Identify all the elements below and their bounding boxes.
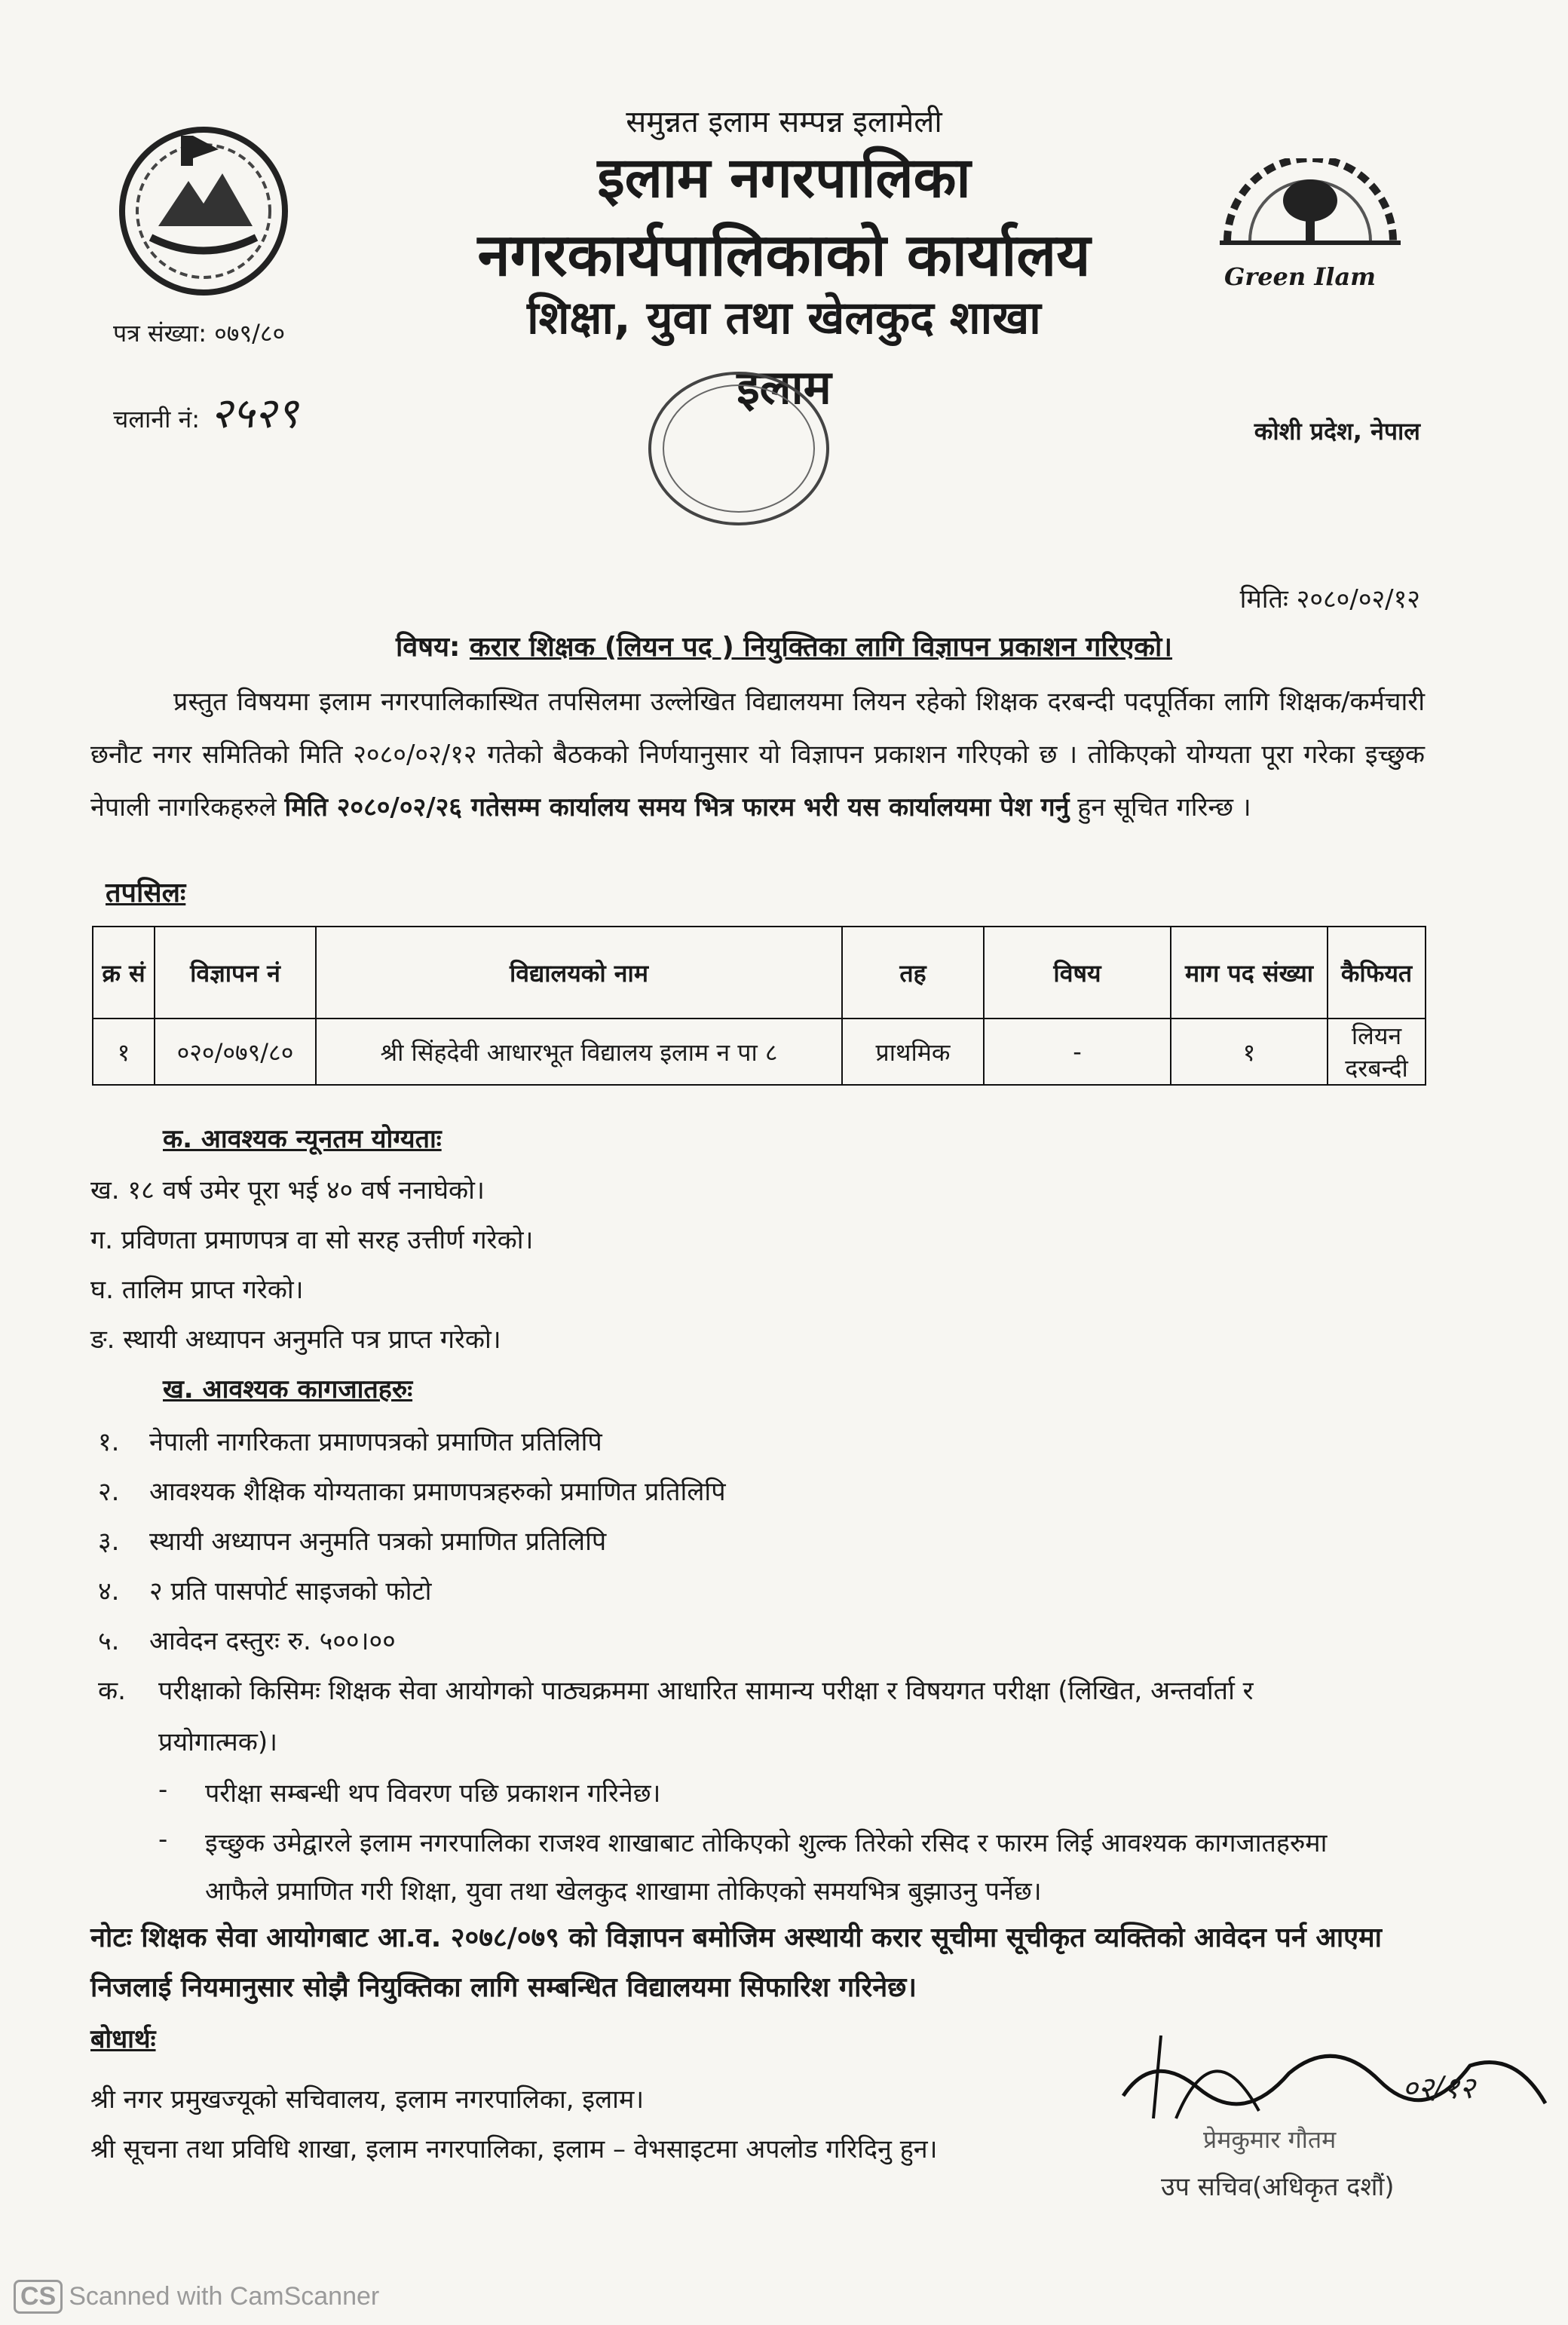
details-heading: तपसिलः [106, 878, 186, 908]
qualification-item: ङ. स्थायी अध्यापन अनुमति पत्र प्राप्त गरेको। [90, 1325, 501, 1355]
col-posts: माग पद संख्या [1171, 927, 1328, 1019]
body-text: प्रस्तुत विषयमा इलाम नगरपालिकास्थित तपसिलमा उल्लेखित विद्यालयमा लियन रहेको शिक्षक दरबन्दी पदपूर्तिका लागि शिक्षक/कर्मचारी छनौट नगर समितिको मिति २०८०/०२/१२ गतेको बैठकको निर्णयानुसार यो विज्ञापन प्रकाशन गरिएको छ । तोकिएको योग्यता पूरा गरेका इच्छुक नेपाली नागरिकहरुले [90, 687, 1425, 822]
table-row [93, 1019, 1426, 1085]
letter-number: पत्र संख्या: ०७९/८० [113, 319, 286, 348]
exam-bullet-cont: आफैले प्रमाणित गरी शिक्षा, युवा तथा खेलकुद शाखामा तोकिएको समयभित्र बुझाउनु पर्नेछ। [205, 1876, 1042, 1907]
cc-item: श्री नगर प्रमुखज्यूको सचिवालय, इलाम नगरपालिका, इलाम। [90, 2085, 645, 2115]
document-item [98, 1573, 431, 1607]
exam-line2: प्रयोगात्मक)। [158, 1727, 277, 1757]
municipality-name: इलाम नगरपालिका [597, 146, 971, 210]
exam-bullet-dash: - [158, 1775, 168, 1805]
body-deadline: मिति २०८०/०२/२६ गतेसम्म कार्यालय समय भित्र फारम भरी यस कार्यालयमा पेश गर्नु [284, 792, 1070, 822]
note: नोटः शिक्षक सेवा आयोगबाट आ.व. २०७८/०७९ को विज्ञापन बमोजिम अस्थायी करार सूचीमा सूचीकृत व्यक्तिको आवेदन पर्न आएमा निजलाई नियमानुसार सोझै नियुक्तिका लागि सम्बन्धित विद्यालयमा सिफारिश गरिनेछ। [90, 1922, 1382, 2003]
document-text: आवश्यक शैक्षिक योग्यताका प्रमाणपत्रहरुको प्रमाणित प्रतिलिपि [149, 1477, 726, 1507]
camscanner-badge: CS [14, 2280, 63, 2314]
qualification-item: घ. तालिम प्राप्त गरेको। [90, 1275, 304, 1305]
office-name: नगरकार्यपालिकाको कार्यालय [477, 222, 1091, 289]
cc-item: श्री सूचना तथा प्रविधि शाखा, इलाम नगरपालिका, इलाम – वेभसाइटमा अपलोड गरिदिनु हुन। [90, 2134, 938, 2164]
cell-school: श्री सिंहदेवी आधारभूत विद्यालय इलाम न पा ८ [316, 1019, 842, 1085]
document-item [98, 1622, 396, 1657]
document-item [98, 1423, 602, 1458]
document-text: नेपाली नागरिकता प्रमाणपत्रको प्रमाणित प्रतिलिपि [149, 1427, 602, 1457]
document-item [98, 1473, 726, 1508]
document-num: ३. [98, 1527, 120, 1557]
vacancy-table [92, 926, 1426, 1086]
exam-bullet-dash: - [158, 1824, 168, 1855]
cell-posts: १ [1171, 1019, 1328, 1085]
cell-ad-no: ०२०/०७९/८० [155, 1019, 316, 1085]
subject-label: विषय: [395, 632, 461, 663]
green-ilam-label: Green Ilam [1224, 262, 1377, 291]
subject-line [0, 627, 1568, 664]
col-school: विद्यालयको नाम [316, 927, 842, 1019]
table-header-row [93, 927, 1426, 1019]
office-stamp [641, 362, 837, 535]
col-sn: क्र सं [93, 927, 155, 1019]
letter-date: मितिः २०८०/०२/१२ [1239, 584, 1420, 614]
qualifications-heading: क. आवश्यक न्यूनतम योग्यताः [163, 1124, 442, 1154]
exam-bullet: परीक्षा सम्बन्धी थप विवरण पछि प्रकाशन गरिनेछ। [205, 1778, 661, 1809]
col-ad-no: विज्ञापन नं [155, 927, 316, 1019]
col-subject: विषय [984, 927, 1171, 1019]
dispatch-number [113, 383, 299, 440]
document-num: ५. [98, 1626, 120, 1656]
signatory-title: उप सचिव(अधिकृत दशौं) [1161, 2172, 1395, 2202]
body-end: हुन सूचित गरिन्छ । [1077, 792, 1251, 822]
exam-line1: परीक्षाको किसिमः शिक्षक सेवा आयोगको पाठ्यक्रममा आधारित सामान्य परीक्षा र विषयगत परीक्षा (लिखित, अन्तर्वार्ता र [158, 1676, 1254, 1706]
qualification-item: ग. प्रविणता प्रमाणपत्र वा सो सरह उत्तीर्ण गरेको। [90, 1225, 534, 1255]
document-item [98, 1523, 606, 1558]
place-name: इलाम [737, 360, 831, 415]
subject-text: करार शिक्षक (लियन पद ) नियुक्तिका लागि विज्ञापन प्रकाशन गरिएको। [469, 632, 1173, 663]
cell-subject: - [984, 1019, 1171, 1085]
col-level: तह [842, 927, 984, 1019]
exam-bullet: इच्छुक उमेद्वारले इलाम नगरपालिका राजश्व शाखाबाट तोकिएको शुल्क तिरेको रसिद र फारम लिई आवश्यक कागजातहरुमा [205, 1828, 1328, 1858]
document-num: १. [98, 1427, 120, 1457]
motto: समुन्नत इलाम सम्पन्न इलामेली [626, 105, 942, 139]
signature-date: ०२/१२ [1402, 2071, 1475, 2106]
signatory-name: प्रेमकुमार गौतम [1203, 2125, 1337, 2154]
camscanner-text: Scanned with CamScanner [69, 2282, 380, 2311]
cell-level: प्राथमिक [842, 1019, 984, 1085]
cc-heading: बोधार्थः [90, 2024, 156, 2054]
exam-num: क. [98, 1676, 126, 1706]
scanner-watermark [14, 2280, 379, 2314]
qualification-item: ख. १८ वर्ष उमेर पूरा भई ४० वर्ष ननाघेको। [90, 1175, 485, 1205]
document-num: ४. [98, 1576, 120, 1607]
document-text: आवेदन दस्तुरः रु. ५००।०० [149, 1626, 396, 1656]
dispatch-value: २५२९ [210, 389, 299, 438]
document-text: २ प्रति पासपोर्ट साइजको फोटो [149, 1576, 432, 1607]
document-text: स्थायी अध्यापन अनुमति पत्रको प्रमाणित प्रतिलिपि [149, 1527, 607, 1557]
col-remarks: कैफियत [1328, 927, 1426, 1019]
province: कोशी प्रदेश, नेपाल [1254, 417, 1420, 446]
cell-sn: १ [93, 1019, 155, 1085]
documents-heading: ख. आवश्यक कागजातहरुः [163, 1374, 413, 1404]
document-num: २. [98, 1477, 120, 1507]
dispatch-label: चलानी नं: [113, 405, 201, 433]
cell-remarks: लियन दरबन्दी [1328, 1019, 1426, 1085]
body-paragraph [90, 675, 1425, 834]
branch-name: शिक्षा, युवा तथा खेलकुद शाखा [527, 292, 1041, 345]
